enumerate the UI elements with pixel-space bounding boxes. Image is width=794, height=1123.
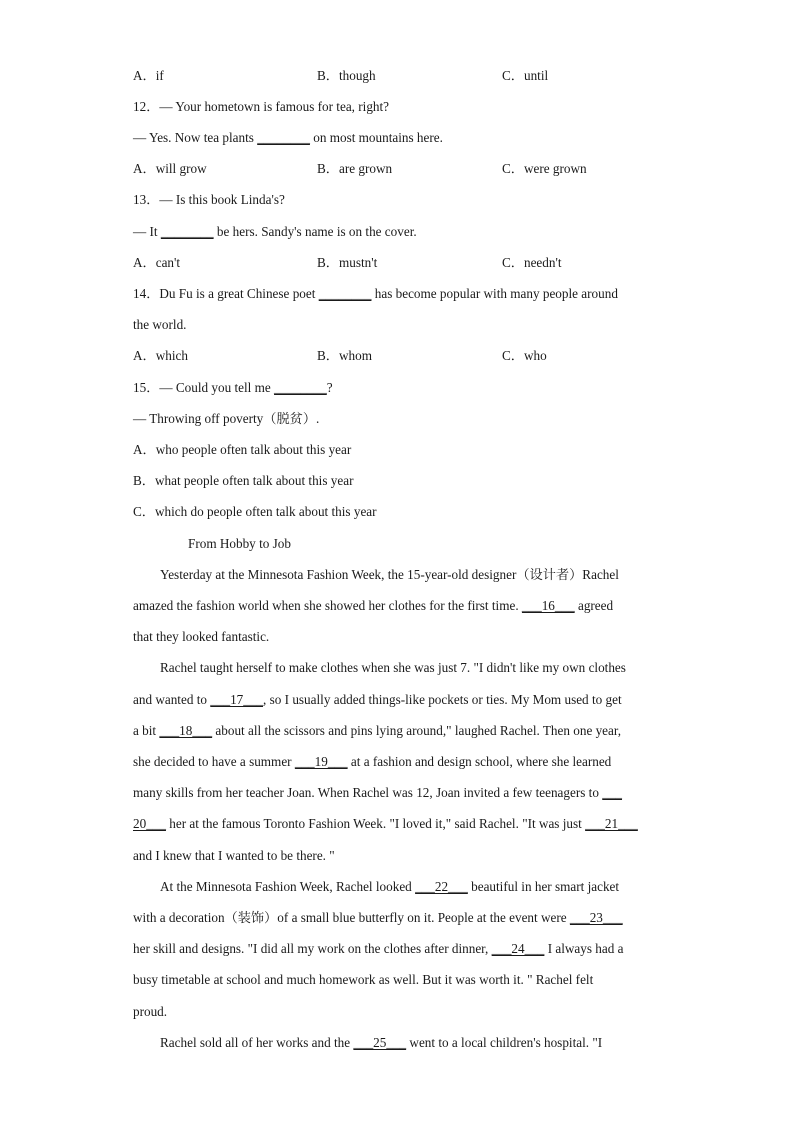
q15-reply: — Throwing off poverty（脱贫）. bbox=[133, 411, 320, 426]
p2-line-4 bbox=[133, 754, 611, 770]
p1-line-2-pre: amazed the fashion world when she showed her clothes for the first time. bbox=[133, 598, 522, 613]
q14-option-c[interactable]: C．who bbox=[502, 348, 547, 363]
p4-line-1-post: went to a local children's hospital. "I bbox=[406, 1035, 603, 1050]
p3-line-3-pre: her skill and designs. "I did all my work on the clothes after dinner, bbox=[133, 941, 492, 956]
p2-line-2-post: , so I usually added things-like pockets or ties. My Mom used to get bbox=[263, 692, 622, 707]
blank-25[interactable]: ___25___ bbox=[353, 1035, 407, 1050]
q13-option-b[interactable]: B．mustn't bbox=[317, 255, 378, 270]
q12-reply-pre: — Yes. Now tea plants bbox=[133, 130, 258, 145]
p4-line-1 bbox=[160, 1035, 602, 1051]
p3-line-3 bbox=[133, 941, 623, 957]
p2-line-4-pre: she decided to have a summer bbox=[133, 754, 295, 769]
blank-20-start[interactable]: ___ bbox=[602, 785, 623, 800]
q13-blank[interactable]: ________ bbox=[160, 224, 214, 239]
p3-line-1 bbox=[160, 879, 619, 895]
p3-line-2 bbox=[133, 910, 623, 926]
p2-line-4-post: at a fashion and design school, where she learned bbox=[347, 754, 612, 769]
q14-stem-pre: 14．Du Fu is a great Chinese poet bbox=[133, 286, 319, 301]
q15-option-c[interactable]: C．which do people often talk about this year bbox=[133, 504, 377, 519]
p1-line-1: Yesterday at the Minnesota Fashion Week, the 15-year-old designer（设计者）Rachel bbox=[160, 567, 619, 582]
p1-line-2-post: agreed bbox=[574, 598, 614, 613]
q14-options bbox=[133, 348, 693, 364]
blank-24[interactable]: ___24___ bbox=[491, 941, 545, 956]
q11-option-c[interactable]: C．until bbox=[502, 68, 549, 83]
p3-line-2-pre: with a decoration（装饰）of a small blue butterfly on it. People at the event were bbox=[133, 910, 570, 925]
q11-options bbox=[133, 68, 693, 84]
p2-line-5 bbox=[133, 785, 622, 801]
q13-reply-post: be hers. Sandy's name is on the cover. bbox=[213, 224, 417, 239]
q11-option-a[interactable]: A．if bbox=[133, 68, 164, 83]
q11-option-b[interactable]: B．though bbox=[317, 68, 376, 83]
q13-options bbox=[133, 255, 693, 271]
p2-line-2-pre: and wanted to bbox=[133, 692, 211, 707]
passage-title: From Hobby to Job bbox=[188, 536, 291, 551]
q13-reply bbox=[133, 224, 417, 240]
q13-option-c[interactable]: C．needn't bbox=[502, 255, 562, 270]
q15-option-b[interactable]: B．what people often talk about this year bbox=[133, 473, 354, 488]
q15-blank[interactable]: ________ bbox=[274, 380, 327, 395]
q14-option-a[interactable]: A．which bbox=[133, 348, 188, 363]
q12-blank[interactable]: ________ bbox=[257, 130, 310, 145]
p2-line-1: Rachel taught herself to make clothes when she was just 7. "I didn't like my own clothes bbox=[160, 660, 626, 675]
blank-23[interactable]: ___23___ bbox=[569, 910, 623, 925]
p3-line-4: busy timetable at school and much homework as well. But it was worth it. " Rachel felt bbox=[133, 972, 594, 987]
q15-stem-post: ? bbox=[326, 380, 333, 395]
q12-option-a[interactable]: A．will grow bbox=[133, 161, 207, 176]
blank-22[interactable]: ___22___ bbox=[415, 879, 468, 894]
blank-16[interactable]: ___16___ bbox=[521, 598, 575, 613]
q14-blank[interactable]: ________ bbox=[318, 286, 372, 301]
q12-options bbox=[133, 161, 693, 177]
p2-line-7: and I knew that I wanted to be there. " bbox=[133, 848, 335, 863]
p2-line-3-post: about all the scissors and pins lying around," laughed Rachel. Then one year, bbox=[212, 723, 622, 738]
p3-line-1-pre: At the Minnesota Fashion Week, Rachel looked bbox=[160, 879, 416, 894]
blank-20[interactable]: 20___ bbox=[133, 816, 166, 831]
q13-stem: 13．— Is this book Linda's? bbox=[133, 192, 285, 207]
blank-17[interactable]: ___17___ bbox=[210, 692, 264, 707]
q12-option-c[interactable]: C．were grown bbox=[502, 161, 587, 176]
q14-option-b[interactable]: B．whom bbox=[317, 348, 372, 363]
p2-line-6 bbox=[133, 816, 638, 832]
blank-21[interactable]: ___21___ bbox=[585, 816, 638, 831]
p1-line-3: that they looked fantastic. bbox=[133, 629, 270, 644]
q15-stem-pre: 15．— Could you tell me bbox=[133, 380, 275, 395]
p4-line-1-pre: Rachel sold all of her works and the bbox=[160, 1035, 354, 1050]
q12-reply bbox=[133, 130, 443, 146]
q15-stem bbox=[133, 380, 333, 396]
p3-line-5: proud. bbox=[133, 1004, 168, 1019]
q14-stem-cont: the world. bbox=[133, 317, 187, 332]
p2-line-2 bbox=[133, 692, 622, 708]
q12-option-b[interactable]: B．are grown bbox=[317, 161, 393, 176]
p2-line-3-pre: a bit bbox=[133, 723, 160, 738]
q12-reply-post: on most mountains here. bbox=[309, 130, 443, 145]
p1-line-2 bbox=[133, 598, 613, 614]
p2-line-3 bbox=[133, 723, 621, 739]
q13-reply-pre: — It bbox=[133, 224, 161, 239]
q13-option-a[interactable]: A．can't bbox=[133, 255, 181, 270]
q15-option-a[interactable]: A．who people often talk about this year bbox=[133, 442, 352, 457]
q14-stem-post: has become popular with many people around bbox=[371, 286, 618, 301]
p3-line-3-post: I always had a bbox=[544, 941, 624, 956]
p2-line-6-post: her at the famous Toronto Fashion Week. "I loved it," said Rachel. "It was just bbox=[165, 816, 586, 831]
q12-stem: 12．— Your hometown is famous for tea, right? bbox=[133, 99, 390, 114]
p3-line-1-post: beautiful in her smart jacket bbox=[467, 879, 620, 894]
p2-line-5-pre: many skills from her teacher Joan. When Rachel was 12, Joan invited a few teenagers to bbox=[133, 785, 603, 800]
blank-19[interactable]: ___19___ bbox=[294, 754, 348, 769]
blank-18[interactable]: ___18___ bbox=[159, 723, 213, 738]
q14-stem bbox=[133, 286, 618, 302]
